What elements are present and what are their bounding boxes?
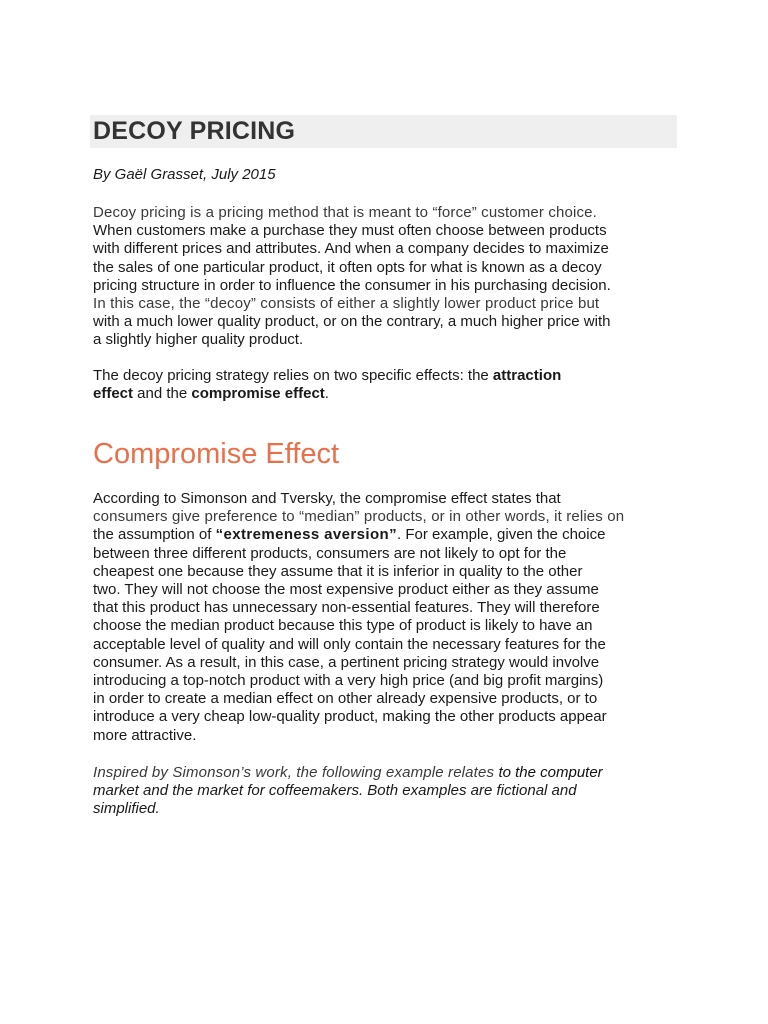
text-run: to the computer	[498, 764, 603, 781]
paragraph-line: pricing structure in order to influence the consumer in his purchasing decision.	[93, 276, 611, 294]
paragraph-line: According to Simonson and Tversky, the compromise effect states that	[93, 490, 561, 507]
paragraph-line	[93, 764, 683, 782]
paragraph-line: more attractive.	[93, 726, 197, 744]
paragraph-line: In this case, the “decoy” consists of either a slightly lower product price but	[93, 295, 600, 313]
compromise-paragraph	[93, 490, 683, 745]
example-intro-paragraph	[93, 764, 683, 819]
paragraph-line: with different prices and attributes. And when a company decides to maximize	[93, 240, 609, 258]
bold-term-extremeness-aversion: “extremeness aversion”	[215, 526, 397, 544]
paragraph-line: choose the median product because this type of product is likely to have an	[93, 617, 593, 635]
text-run: Inspired by Simonson’s work, the following example relates	[93, 764, 499, 781]
bold-term-effect: effect	[93, 385, 134, 403]
paragraph-line: consumers give preference to “median” products, or in other words, it relies on	[93, 508, 625, 526]
paragraph-line: introducing a top-notch product with a very high price (and big profit margins)	[93, 672, 604, 690]
title-banner	[90, 115, 677, 148]
paragraph-line: between three different products, consumers are not likely to opt for the	[93, 544, 567, 562]
paragraph-line: consumer. As a result, in this case, a pertinent pricing strategy would involve	[93, 653, 600, 671]
paragraph-line: cheapest one because they assume that it is inferior in quality to the other	[93, 562, 583, 580]
bold-term-attraction: attraction	[492, 367, 562, 384]
paragraph-line: When customers make a purchase they must often choose between products	[93, 222, 607, 240]
paragraph-line	[93, 526, 683, 544]
paragraph-line: market and the market for coffeemakers. Both examples are fictional and	[93, 782, 577, 800]
section-heading: Compromise Effect	[93, 438, 340, 470]
paragraph-line: two. They will not choose the most expensive product either as they assume	[93, 581, 599, 599]
paragraph-line: that this product has unnecessary non-essential features. They will therefore	[93, 599, 600, 617]
text-run: .	[324, 385, 329, 403]
document-title: DECOY PRICING	[93, 117, 296, 145]
paragraph-line: in order to create a median effect on other already expensive products, or to	[93, 690, 598, 708]
bold-term-compromise-effect: compromise effect	[191, 385, 325, 403]
paragraph-line	[93, 385, 683, 403]
paragraph-line: the sales of one particular product, it often opts for what is known as a decoy	[93, 258, 602, 276]
text-run: . For example, given the choice	[396, 526, 606, 544]
text-run: and the	[133, 385, 192, 403]
text-run: the assumption of	[93, 526, 216, 544]
paragraph-line: acceptable level of quality and will only contain the necessary features for the	[93, 635, 606, 653]
paragraph-line: introduce a very cheap low-quality product, making the other products appear	[93, 708, 607, 726]
intro-paragraph	[93, 204, 683, 350]
paragraph-line: a slightly higher quality product.	[93, 331, 304, 349]
paragraph-line	[93, 367, 683, 385]
paragraph-line: Decoy pricing is a pricing method that is meant to “force” customer choice.	[93, 204, 597, 221]
byline: By Gaël Grasset, July 2015	[93, 166, 276, 183]
effects-paragraph	[93, 367, 683, 403]
paragraph-line: simplified.	[93, 800, 160, 818]
paragraph-line: with a much lower quality product, or on the contrary, a much higher price with	[93, 313, 611, 331]
text-run: The decoy pricing strategy relies on two specific effects: the	[93, 367, 493, 384]
